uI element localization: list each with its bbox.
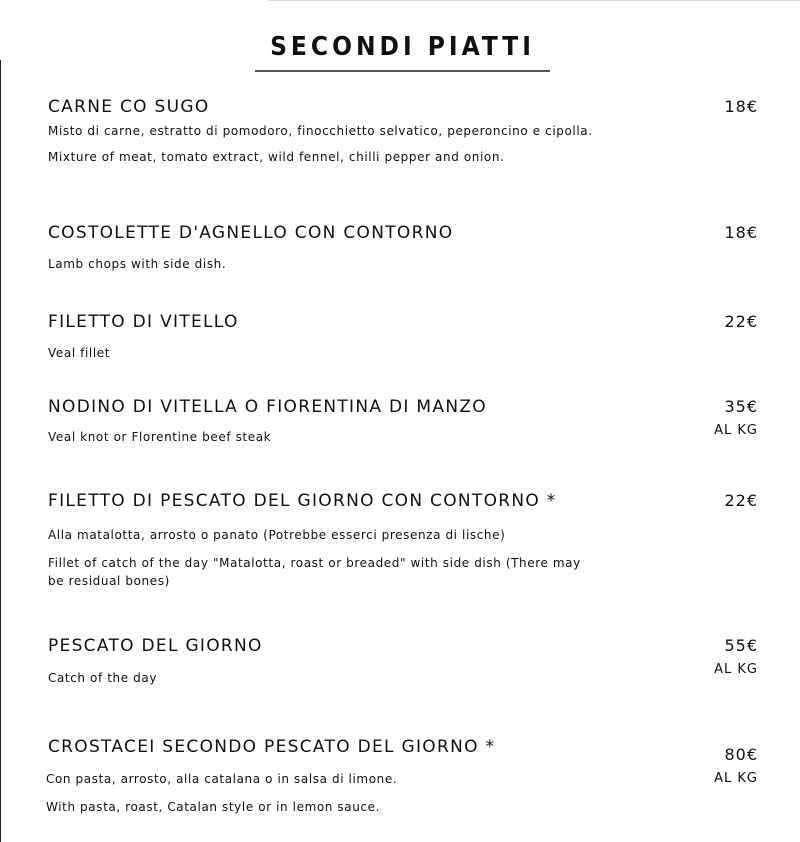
item-description: Veal fillet <box>48 346 111 360</box>
price-value: 22€ <box>724 491 758 510</box>
item-description: Lamb chops with side dish. <box>48 257 227 271</box>
menu-item-crostacei <box>48 736 758 816</box>
price-value: 80€ <box>724 745 758 764</box>
price-value: 35€ <box>724 397 758 416</box>
item-description-en: Fillet of catch of the day "Matalotta, roast or breaded" with side dish (There may be residual bones) <box>48 556 581 588</box>
item-description-en: Mixture of meat, tomato extract, wild fennel, chilli pepper and onion. <box>48 150 505 164</box>
item-name: CROSTACEI SECONDO PESCATO DEL GIORNO * <box>48 737 496 757</box>
item-price <box>714 396 758 441</box>
title-underline <box>255 70 550 72</box>
item-price <box>724 490 758 512</box>
item-name: CARNE CO SUGO <box>48 97 210 117</box>
item-name: COSTOLETTE D'AGNELLO CON CONTORNO <box>48 223 454 243</box>
menu-item-filetto-pescato <box>48 490 758 590</box>
item-description-it: Con pasta, arrosto, alla catalana o in salsa di limone. <box>46 772 398 786</box>
item-name: NODINO DI VITELLA O FIORENTINA DI MANZO <box>48 397 487 417</box>
menu-item-carne-co-sugo <box>48 96 758 166</box>
item-name: PESCATO DEL GIORNO <box>48 636 263 656</box>
menu-item-costolette-agnello <box>48 222 758 273</box>
item-description: Veal knot or Florentine beef steak <box>48 430 272 444</box>
item-description: Catch of the day <box>48 671 158 685</box>
item-description-en: With pasta, roast, Catalan style or in lemon sauce. <box>46 800 381 814</box>
item-price <box>714 635 758 680</box>
price-value: 18€ <box>724 223 758 242</box>
menu-item-nodino-fiorentina <box>48 396 758 446</box>
price-unit: AL KG <box>714 423 758 438</box>
menu-item-pescato-giorno <box>48 635 758 687</box>
menu-item-filetto-vitello <box>48 311 758 362</box>
item-price <box>714 744 758 789</box>
item-description-it: Misto di carne, estratto di pomodoro, finocchietto selvatico, peperoncino e cipolla. <box>48 124 593 138</box>
top-divider <box>268 0 800 1</box>
price-unit: AL KG <box>714 662 758 677</box>
item-price <box>724 96 758 118</box>
item-price <box>724 311 758 333</box>
item-price <box>724 222 758 244</box>
item-description-it: Alla matalotta, arrosto o panato (Potrebbe esserci presenza di lische) <box>48 528 506 542</box>
item-name: FILETTO DI VITELLO <box>48 312 239 332</box>
price-value: 22€ <box>724 312 758 331</box>
price-value: 55€ <box>724 636 758 655</box>
price-unit: AL KG <box>714 771 758 786</box>
left-border <box>0 60 1 842</box>
item-name: FILETTO DI PESCATO DEL GIORNO CON CONTORNO * <box>48 491 557 511</box>
price-value: 18€ <box>724 97 758 116</box>
page-title: SECONDI PIATTI <box>270 32 535 62</box>
